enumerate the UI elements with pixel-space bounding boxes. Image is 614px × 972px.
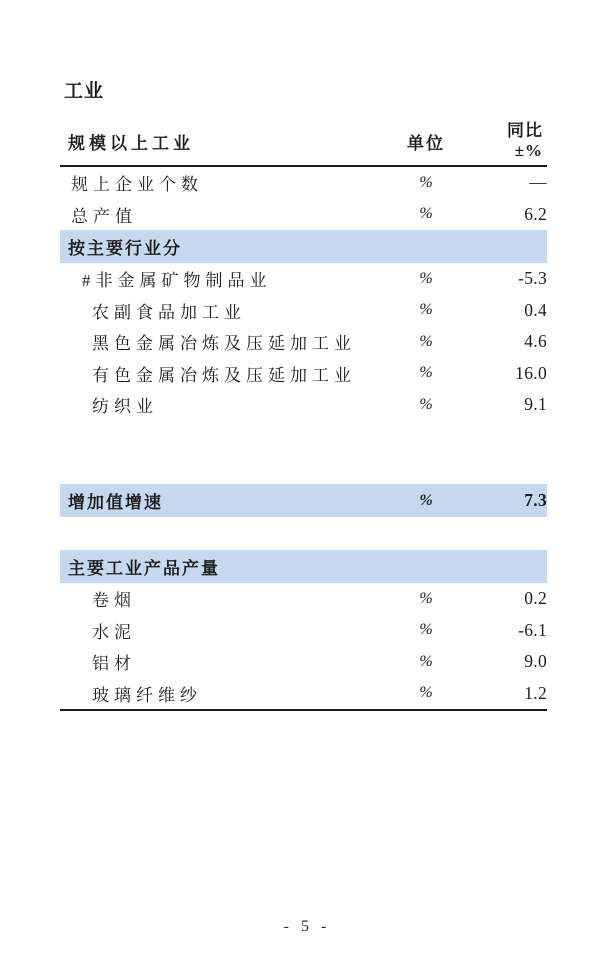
row-unit: % <box>419 173 433 191</box>
row-value: -6.1 <box>518 619 547 640</box>
table-header <box>60 113 547 167</box>
row-label: 总产值 <box>71 206 137 226</box>
row-label: #非金属矿物制品业 <box>82 271 272 291</box>
row-label: 农副食品加工业 <box>92 302 246 322</box>
header-indicator: 规模以上工业 <box>68 134 194 153</box>
section-row <box>60 230 547 263</box>
row-label: 增加值增速 <box>68 493 163 512</box>
row-value: 6.2 <box>524 203 547 224</box>
header-yoy-line1: 同比 <box>507 120 543 140</box>
row-value: 4.6 <box>524 331 547 352</box>
row-unit: % <box>419 491 433 509</box>
header-yoy-line2: ±% <box>514 141 543 161</box>
row-value: — <box>529 172 547 193</box>
row-label: 纺织业 <box>92 397 158 417</box>
row-unit: % <box>419 269 433 287</box>
row-value: 9.1 <box>524 394 547 415</box>
industry-table <box>60 113 547 711</box>
table-row <box>60 199 547 231</box>
row-label: 主要工业产品产量 <box>68 559 220 578</box>
row-value: 16.0 <box>515 362 547 383</box>
table-row <box>60 389 547 421</box>
header-unit: 单位 <box>407 134 445 153</box>
row-label: 铝材 <box>92 654 136 674</box>
row-unit: % <box>419 364 433 382</box>
table-spacer <box>60 517 547 550</box>
row-unit: % <box>419 621 433 639</box>
table-row <box>60 358 547 390</box>
row-label: 玻璃纤维纱 <box>92 685 202 705</box>
table-row <box>60 295 547 327</box>
table-row <box>60 326 547 358</box>
row-label: 按主要行业分 <box>68 239 182 258</box>
table-body <box>60 167 547 711</box>
row-label: 水泥 <box>92 622 136 642</box>
row-value: 0.4 <box>524 299 547 320</box>
page-title: 工业 <box>64 81 105 102</box>
section-row <box>60 484 547 517</box>
row-label: 规上企业个数 <box>71 175 203 195</box>
row-unit: % <box>419 332 433 350</box>
table-row <box>60 167 547 199</box>
row-label: 有色金属冶炼及压延加工业 <box>92 365 356 385</box>
section-row <box>60 550 547 583</box>
row-unit: % <box>419 301 433 319</box>
row-label: 卷烟 <box>92 591 136 611</box>
table-row <box>60 263 547 295</box>
row-unit: % <box>419 395 433 413</box>
row-label: 黑色金属冶炼及压延加工业 <box>92 334 356 354</box>
row-unit: % <box>419 589 433 607</box>
table-row <box>60 615 547 647</box>
row-value: 7.3 <box>524 490 547 510</box>
table-row <box>60 646 547 678</box>
page-number: - 5 - <box>283 918 331 935</box>
row-unit: % <box>419 205 433 223</box>
row-unit: % <box>419 684 433 702</box>
row-unit: % <box>419 652 433 670</box>
table-row <box>60 583 547 615</box>
table-row <box>60 678 547 710</box>
row-value: 0.2 <box>524 588 547 609</box>
row-value: 9.0 <box>524 651 547 672</box>
header-yoy <box>461 121 547 165</box>
table-spacer <box>60 421 547 485</box>
row-value: -5.3 <box>518 268 547 289</box>
row-value: 1.2 <box>524 682 547 703</box>
